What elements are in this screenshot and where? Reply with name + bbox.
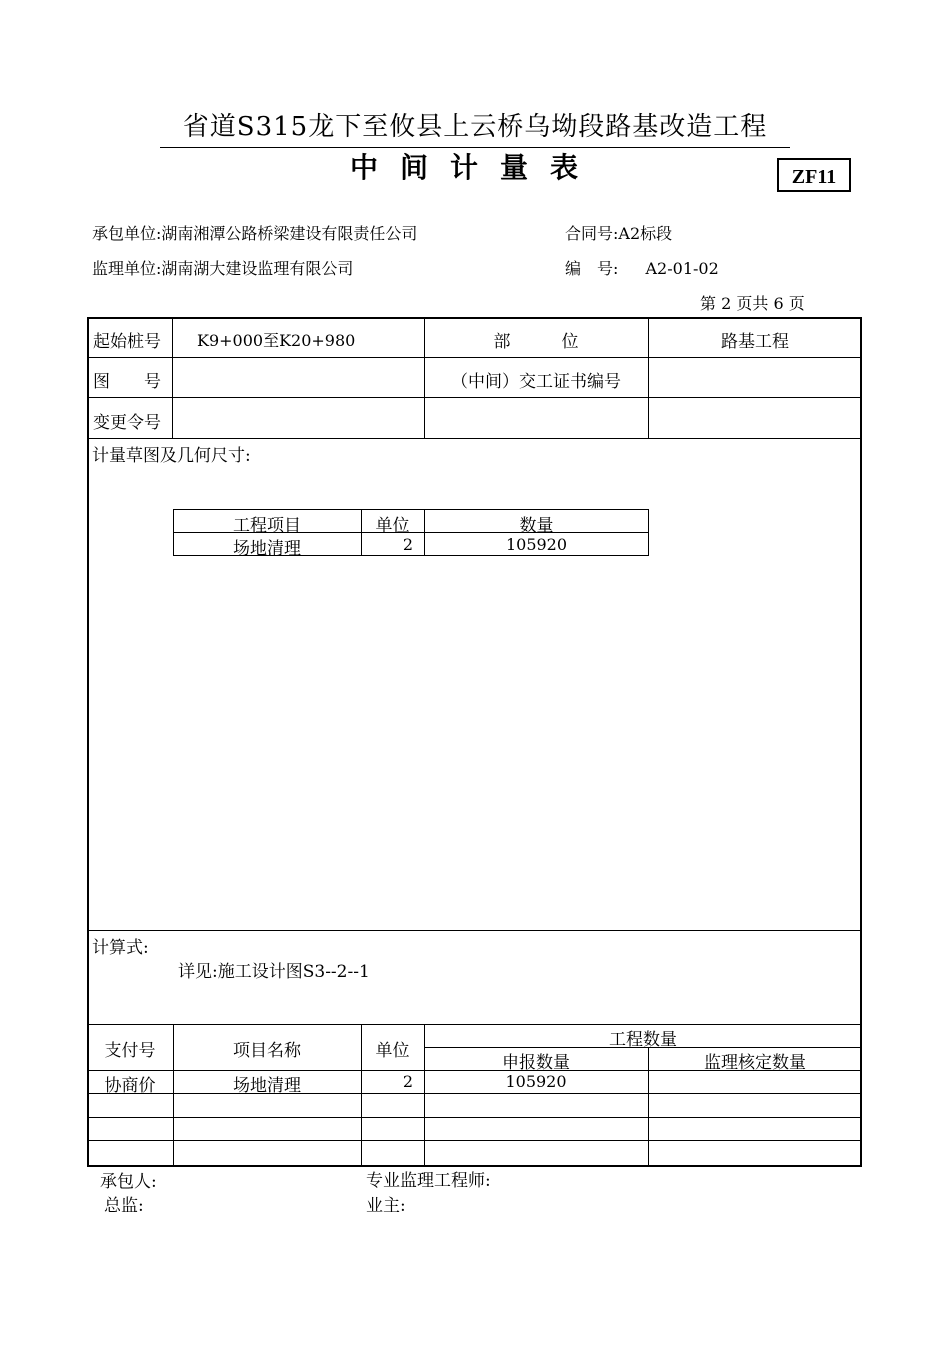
summary-row-reported: 105920 [505, 1072, 567, 1091]
sketch-header-item: 工程项目 [233, 516, 301, 536]
divider [87, 357, 862, 358]
supervisor-line [92, 256, 353, 279]
supervisor-value: 湖南湖大建设监理有限公司 [161, 259, 354, 278]
divider [87, 930, 862, 931]
form-code-badge: ZF11 [777, 158, 851, 192]
sketch-row-item: 场地清理 [233, 539, 301, 559]
divider [87, 397, 862, 398]
summary-header-verified: 监理核定数量 [704, 1053, 806, 1073]
summary-row-pay-no: 协商价 [104, 1076, 156, 1096]
divider [172, 317, 173, 438]
contract-no-label: 合同号: [565, 224, 619, 243]
change-order-label: 变更令号 [93, 413, 161, 433]
summary-header-item-name: 项目名称 [233, 1041, 301, 1061]
contract-no-value: A2标段 [618, 224, 673, 243]
summary-header-reported: 申报数量 [502, 1053, 570, 1073]
serial-value: A2-01-02 [645, 259, 719, 278]
sketch-row-qty: 105920 [505, 535, 568, 554]
part-label: 部 位 [493, 332, 579, 352]
divider [87, 438, 862, 439]
summary-header-quantity: 工程数量 [609, 1030, 677, 1050]
start-station-value: K9+000至K20+980 [197, 331, 356, 350]
chief-supervisor-label: 总监: [104, 1196, 144, 1216]
sketch-header-unit: 单位 [375, 516, 410, 536]
owner-label: 业主: [366, 1196, 406, 1216]
divider [87, 1140, 862, 1141]
page-info: 第 2 页共 6 页 [700, 294, 805, 313]
calc-text: 详见:施工设计图S3--2--1 [178, 962, 370, 982]
contractor-label: 承包单位: [92, 224, 162, 243]
summary-header-pay-no: 支付号 [104, 1041, 156, 1061]
calc-label: 计算式: [92, 938, 149, 958]
start-station-label: 起始桩号 [93, 332, 161, 352]
sketch-header-qty: 数量 [519, 516, 554, 536]
sketch-label: 计量草图及几何尺寸: [92, 446, 251, 466]
sketch-row-unit: 2 [402, 535, 413, 554]
form-title: 中间计量表 [349, 151, 600, 184]
part-value: 路基工程 [721, 332, 789, 352]
engineer-label: 专业监理工程师: [366, 1171, 491, 1191]
divider [87, 1117, 862, 1118]
cert-no-label: （中间）交工证书编号 [451, 372, 621, 392]
summary-header-unit: 单位 [375, 1041, 410, 1061]
serial-line [565, 256, 719, 279]
supervisor-label: 监理单位: [92, 259, 162, 278]
contractor-line [92, 221, 417, 244]
drawing-no-label: 图 号 [93, 372, 161, 392]
serial-label: 编 号: [565, 259, 619, 278]
contractor-value: 湖南湘潭公路桥梁建设有限责任公司 [161, 224, 418, 243]
summary-row-item-name: 场地清理 [233, 1076, 301, 1096]
document-title: 省道S315龙下至攸县上云桥乌坳段路基改造工程 [160, 106, 790, 148]
contractor-person-label: 承包人: [100, 1172, 157, 1192]
contract-no-line [565, 221, 672, 244]
summary-row-unit: 2 [402, 1072, 413, 1091]
